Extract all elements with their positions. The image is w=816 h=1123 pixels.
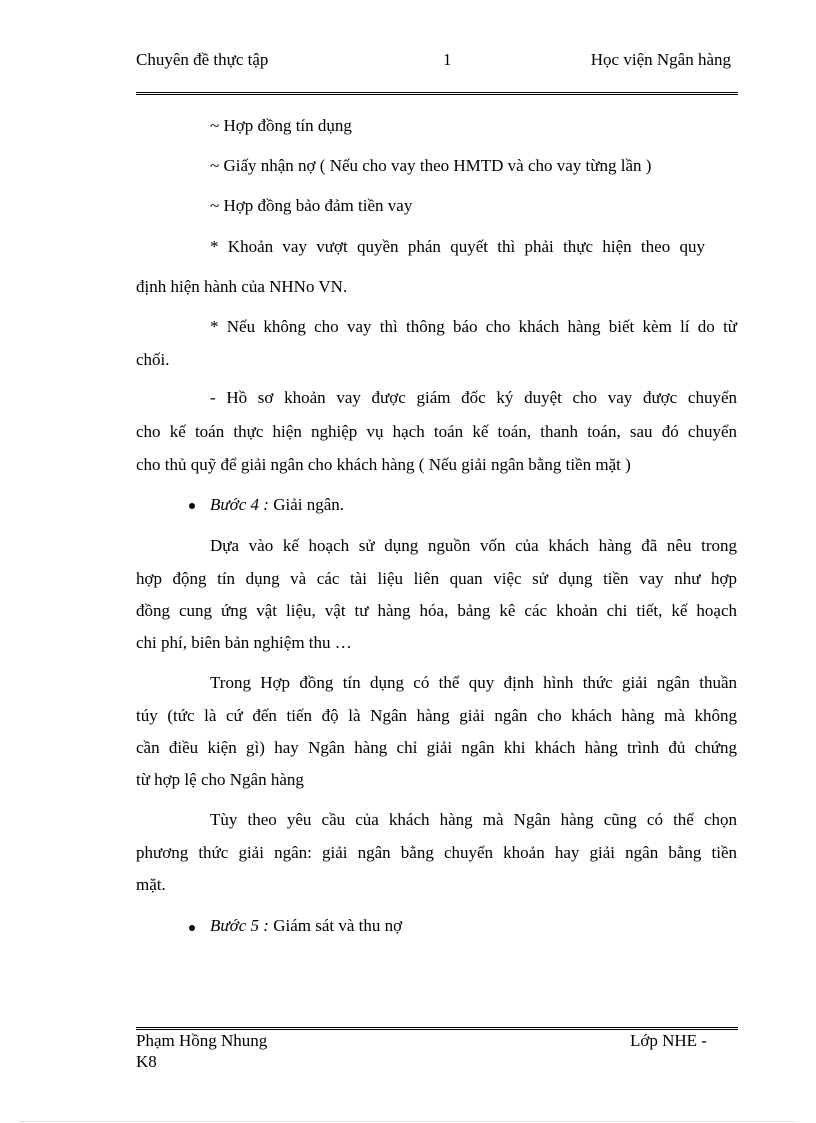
step-heading: [210, 494, 344, 516]
paragraph-line: cho kế toán thực hiện nghiệp vụ hạch toán kế toán, thanh toán, sau đó chuyển: [136, 422, 737, 441]
paragraph-line: hợp động tín dụng và các tài liệu liên quan việc sử dụng tiền vay như hợp: [136, 569, 737, 588]
step-label: Bước 4 :: [210, 495, 269, 514]
header-divider: [136, 92, 738, 95]
footer-author: Phạm Hồng Nhung: [136, 1031, 268, 1050]
bullet-icon: [189, 925, 195, 931]
paragraph-line: Trong Hợp đồng tín dụng có thể quy định hình thức giải ngân thuần: [210, 673, 737, 692]
paragraph-line: Dựa vào kế hoạch sử dụng nguồn vốn của khách hàng đã nêu trong: [210, 536, 737, 555]
page-edge-divider: [20, 1121, 796, 1122]
paragraph-line: cho thủ quỹ để giải ngân cho khách hàng ( Nếu giải ngân bằng tiền mặt ): [136, 455, 631, 474]
paragraph-line: đồng cung ứng vật liệu, vật tư hàng hóa, bảng kê các khoản chi tiết, kế hoạch: [136, 601, 737, 620]
paragraph-line: cần điều kiện gì) hay Ngân hàng chỉ giải ngân khi khách hàng trình đủ chứng: [136, 738, 737, 757]
step-label: Bước 5 :: [210, 916, 269, 935]
footer-author-cohort: K8: [136, 1052, 157, 1071]
paragraph-line: chi phí, biên bản nghiệm thu …: [136, 633, 352, 652]
paragraph-line: phương thức giải ngân: giải ngân bằng chuyển khoản hay giải ngân bằng tiền: [136, 843, 737, 862]
footer-class: Lớp NHE -: [630, 1031, 707, 1050]
paragraph-line: định hiện hành của NHNo VN.: [136, 277, 348, 296]
paragraph-line: * Khoản vay vượt quyền phán quyết thì phải thực hiện theo quy: [210, 237, 705, 256]
footer-divider: [136, 1027, 738, 1030]
bullet-icon: [189, 503, 195, 509]
paragraph-line: - Hồ sơ khoản vay được giám đốc ký duyệt cho vay được chuyển: [210, 388, 737, 407]
header-right-title: Học viện Ngân hàng: [590, 50, 731, 69]
list-item: ~ Hợp đồng tín dụng: [210, 116, 352, 135]
step-title: Giám sát và thu nợ: [268, 916, 403, 935]
paragraph-line: * Nếu không cho vay thì thông báo cho khách hàng biết kèm lí do từ: [210, 317, 737, 336]
paragraph-line: Tùy theo yêu cầu của khách hàng mà Ngân hàng cũng có thể chọn: [210, 810, 737, 829]
list-item: ~ Giấy nhận nợ ( Nếu cho vay theo HMTD và cho vay từng lần ): [210, 156, 652, 175]
page-number: 1: [443, 50, 452, 69]
step-title: Giải ngân.: [268, 495, 345, 514]
step-heading: [210, 915, 402, 937]
paragraph-line: túy (tức là cứ đến tiến độ là Ngân hàng giải ngân cho khách hàng mà không: [136, 706, 737, 725]
paragraph-line: từ hợp lệ cho Ngân hàng: [136, 770, 304, 789]
paragraph-line: mặt.: [136, 875, 166, 894]
paragraph-line: chối.: [136, 350, 170, 369]
header-left-title: Chuyên đề thực tập: [136, 50, 269, 69]
list-item: ~ Hợp đồng bảo đảm tiền vay: [210, 196, 413, 215]
